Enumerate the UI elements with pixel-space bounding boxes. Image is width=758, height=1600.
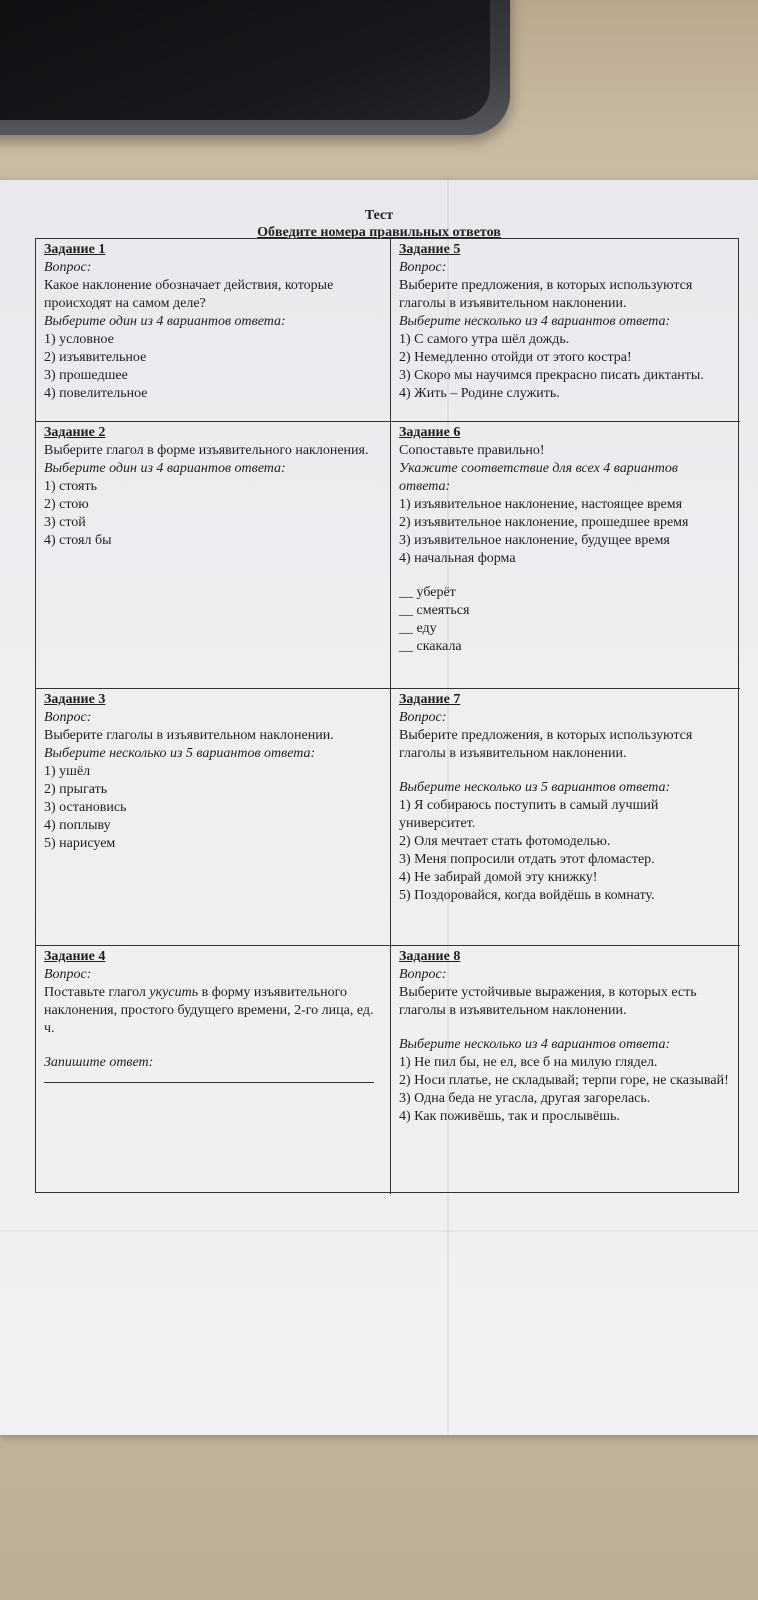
task-2-title: Задание 2 bbox=[44, 425, 106, 440]
answer-line[interactable] bbox=[44, 1082, 374, 1083]
task-6-match-item[interactable]: __ скакала bbox=[399, 639, 462, 654]
task-3-instruction: Выберите несколько из 5 вариантов ответа: bbox=[44, 746, 316, 761]
task-6-title: Задание 6 bbox=[399, 425, 461, 440]
task-7-question: Выберите предложения, в которых используются глаголы в изъявительном наклонении. bbox=[399, 728, 693, 761]
task-1-cell bbox=[36, 239, 391, 422]
task-5-option[interactable]: 1) С самого утра шёл дождь. bbox=[399, 332, 570, 347]
task-3-cell bbox=[36, 689, 391, 946]
task-7-instruction: Выберите несколько из 5 вариантов ответа: bbox=[399, 780, 671, 795]
task-4-question: Поставьте глагол укусить в форму изъявительного наклонения, простого будущего времени, 2-го лица, ед. ч. bbox=[44, 985, 374, 1036]
task-8-instruction: Выберите несколько из 4 вариантов ответа: bbox=[399, 1037, 671, 1052]
task-1-label: Вопрос: bbox=[44, 260, 92, 275]
task-7-option[interactable]: 4) Не забирай домой эту книжку! bbox=[399, 870, 598, 885]
task-2-option[interactable]: 1) стоять bbox=[44, 479, 97, 494]
task-4-verb: укусить bbox=[149, 985, 199, 1000]
task-8-label: Вопрос: bbox=[399, 967, 447, 982]
task-7-option[interactable]: 3) Меня попросили отдать этот фломастер. bbox=[399, 852, 655, 867]
task-3-title: Задание 3 bbox=[44, 692, 106, 707]
task-8-title: Задание 8 bbox=[399, 949, 461, 964]
task-5-title: Задание 5 bbox=[399, 242, 461, 257]
task-6-option: 1) изъявительное наклонение, настоящее время bbox=[399, 497, 683, 512]
task-7-option[interactable]: 5) Поздоровайся, когда войдёшь в комнату. bbox=[399, 888, 655, 903]
task-3-question: Выберите глаголы в изъявительном наклонении. bbox=[44, 728, 334, 743]
task-1-option[interactable]: 1) условное bbox=[44, 332, 114, 347]
task-1-title: Задание 1 bbox=[44, 242, 106, 257]
task-6-option: 4) начальная форма bbox=[399, 551, 516, 566]
smartphone bbox=[0, 0, 510, 135]
task-5-cell bbox=[391, 239, 740, 422]
task-8-option[interactable]: 4) Как поживёшь, так и прослывёшь. bbox=[399, 1109, 620, 1124]
task-1-instruction: Выберите один из 4 вариантов ответа: bbox=[44, 314, 286, 329]
task-6-match-item[interactable]: __ уберёт bbox=[399, 585, 456, 600]
task-8-option[interactable]: 1) Не пил бы, не ел, все б на милую глядел. bbox=[399, 1055, 658, 1070]
task-7-label: Вопрос: bbox=[399, 710, 447, 725]
task-3-option[interactable]: 5) нарисуем bbox=[44, 836, 116, 851]
task-8-option[interactable]: 2) Носи платье, не складывай; терпи горе, не сказывай! bbox=[399, 1073, 729, 1088]
task-1-option[interactable]: 2) изъявительное bbox=[44, 350, 147, 365]
sheet-subtitle: Обведите номера правильных ответов bbox=[257, 225, 501, 240]
task-6-match-item[interactable]: __ еду bbox=[399, 621, 437, 636]
test-sheet bbox=[0, 180, 758, 1435]
task-6-question: Сопоставьте правильно! bbox=[399, 443, 545, 458]
task-1-option[interactable]: 3) прошедшее bbox=[44, 368, 128, 383]
task-1-option[interactable]: 4) повелительное bbox=[44, 386, 148, 401]
task-2-question: Выберите глагол в форме изъявительного наклонения. bbox=[44, 443, 369, 458]
task-4-answer-prompt: Запишите ответ: bbox=[44, 1055, 154, 1070]
task-6-option: 3) изъявительное наклонение, будущее время bbox=[399, 533, 670, 548]
task-4-label: Вопрос: bbox=[44, 967, 92, 982]
task-2-instruction: Выберите один из 4 вариантов ответа: bbox=[44, 461, 286, 476]
sheet-title: Тест bbox=[364, 208, 394, 223]
task-7-title: Задание 7 bbox=[399, 692, 461, 707]
task-6-instruction: Укажите соответствие для всех 4 вариантов ответа: bbox=[399, 461, 678, 494]
task-1-question: Какое наклонение обозначает действия, которые происходят на самом деле? bbox=[44, 278, 334, 311]
task-3-option[interactable]: 4) поплыву bbox=[44, 818, 111, 833]
task-8-question: Выберите устойчивые выражения, в которых есть глаголы в изъявительном наклонении. bbox=[399, 985, 697, 1018]
task-3-option[interactable]: 2) прыгать bbox=[44, 782, 108, 797]
task-6-cell bbox=[391, 422, 740, 689]
task-5-question: Выберите предложения, в которых используются глаголы в изъявительном наклонении. bbox=[399, 278, 693, 311]
task-5-option[interactable]: 3) Скоро мы научимся прекрасно писать диктанты. bbox=[399, 368, 704, 383]
paper-fold-horizontal bbox=[0, 1230, 758, 1232]
task-8-cell bbox=[391, 946, 740, 1194]
task-7-option[interactable]: 2) Оля мечтает стать фотомоделью. bbox=[399, 834, 611, 849]
task-7-option[interactable]: 1) Я собираюсь поступить в самый лучший университет. bbox=[399, 798, 659, 831]
task-2-cell bbox=[36, 422, 391, 689]
task-4-title: Задание 4 bbox=[44, 949, 106, 964]
task-8-option[interactable]: 3) Одна беда не угасла, другая загорелась. bbox=[399, 1091, 651, 1106]
task-5-option[interactable]: 4) Жить – Родине служить. bbox=[399, 386, 560, 401]
task-2-option[interactable]: 3) стой bbox=[44, 515, 86, 530]
task-2-option[interactable]: 4) стоял бы bbox=[44, 533, 112, 548]
task-3-option[interactable]: 3) остановись bbox=[44, 800, 127, 815]
task-7-cell bbox=[391, 689, 740, 946]
task-3-label: Вопрос: bbox=[44, 710, 92, 725]
phone-screen bbox=[0, 0, 490, 120]
task-6-match-item[interactable]: __ смеяться bbox=[399, 603, 470, 618]
task-5-option[interactable]: 2) Немедленно отойди от этого костра! bbox=[399, 350, 632, 365]
task-3-option[interactable]: 1) ушёл bbox=[44, 764, 91, 779]
task-2-option[interactable]: 2) стою bbox=[44, 497, 89, 512]
task-5-label: Вопрос: bbox=[399, 260, 447, 275]
task-6-option: 2) изъявительное наклонение, прошедшее время bbox=[399, 515, 689, 530]
task-5-instruction: Выберите несколько из 4 вариантов ответа: bbox=[399, 314, 671, 329]
task-4-cell bbox=[36, 946, 391, 1194]
tasks-table bbox=[35, 238, 739, 1193]
